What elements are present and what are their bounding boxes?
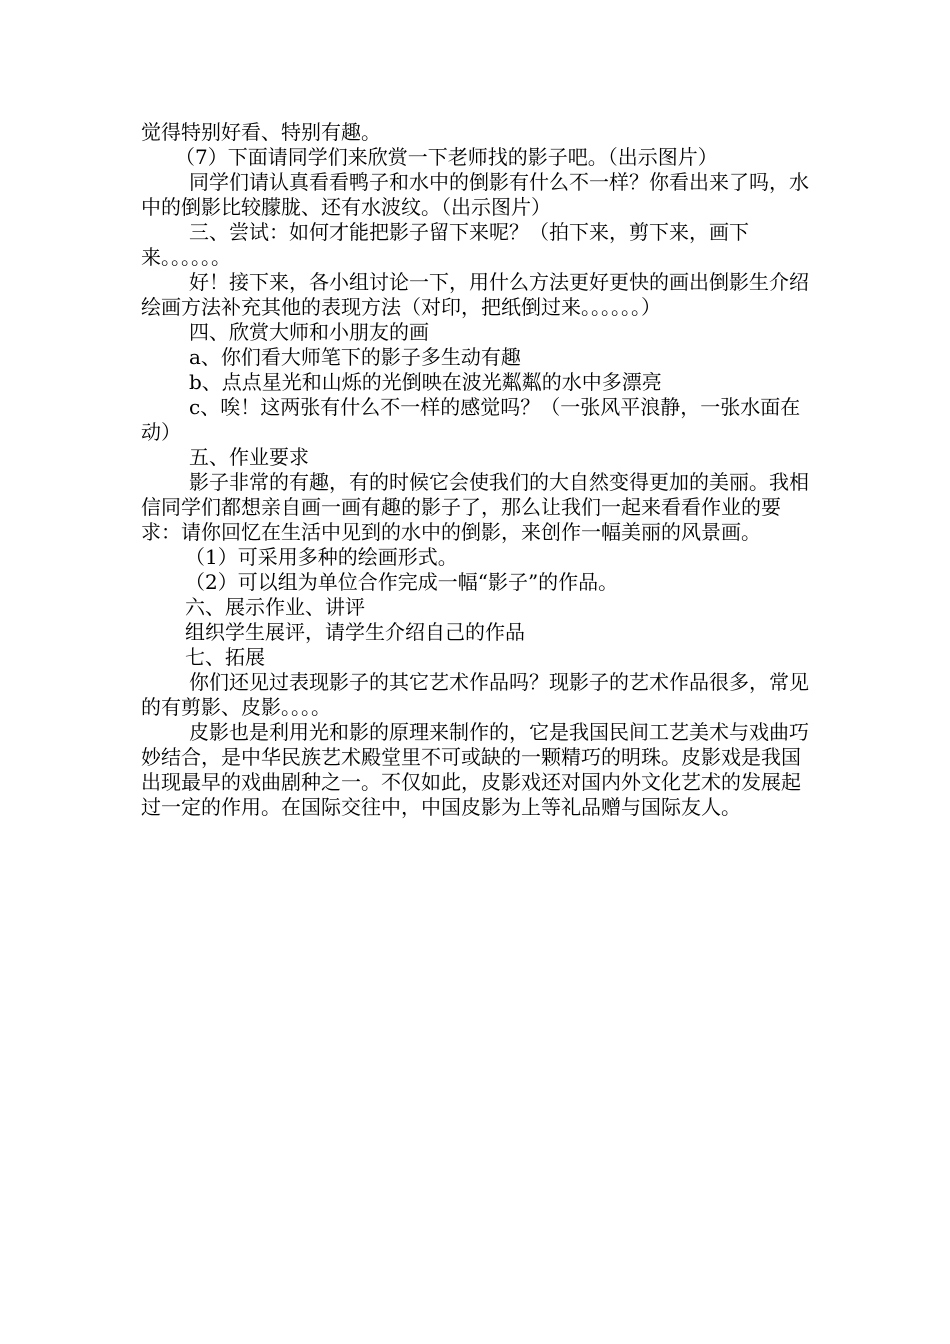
paragraph-8: b、点点星光和山烁的光倒映在波光粼粼的水中多漂亮 (189, 370, 662, 394)
paragraph-16: 七、拓展 (185, 645, 265, 669)
paragraph-12: （1）可采用多种的绘画形式。 (185, 545, 458, 569)
paragraph-13: （2）可以组为单位合作完成一幅“影子”的作品。 (185, 570, 619, 594)
paragraph-6: 四、欣赏大师和小朋友的画 (189, 320, 429, 344)
paragraph-10: 五、作业要求 (189, 445, 309, 469)
paragraph-5: 好！接下来，各小组讨论一下，用什么方法更好更快的画出倒影生介绍绘画方法补充其他的表现方法（对印，把纸倒过来。。。。。。） (141, 270, 809, 319)
paragraph-4: 三、尝试：如何才能把影子留下来呢？（拍下来，剪下来，画下来。。。。。。 (141, 220, 749, 269)
paragraph-15: 组织学生展评，请学生介绍自己的作品 (185, 620, 525, 644)
paragraph-9: c、唉！这两张有什么不一样的感觉吗？（一张风平浪静，一张水面在动） (141, 395, 801, 444)
paragraph-14: 六、展示作业、讲评 (185, 595, 365, 619)
paragraph-2: （7）下面请同学们来欣赏一下老师找的影子吧。（出示图片） (175, 145, 718, 169)
paragraph-7: a、你们看大师笔下的影子多生动有趣 (189, 345, 521, 369)
paragraph-17: 你们还见过表现影子的其它艺术作品吗？现影子的艺术作品很多，常见的有剪影、皮影。。。。 (141, 670, 809, 719)
paragraph-1: 觉得特别好看、特别有趣。 (141, 120, 381, 144)
document-body (141, 120, 811, 820)
paragraph-11: 影子非常的有趣，有的时候它会使我们的大自然变得更加的美丽。我相信同学们都想亲自画一画有趣的影子了，那么让我们一起来看看作业的要求：请你回忆在生活中见到的水中的倒影，来创作一幅美丽的风景画。 (141, 470, 809, 544)
paragraph-3: 同学们请认真看看鸭子和水中的倒影有什么不一样？你看出来了吗，水中的倒影比较朦胧、还有水波纹。（出示图片） (141, 170, 809, 219)
paragraph-18: 皮影也是利用光和影的原理来制作的，它是我国民间工艺美术与戏曲巧妙结合，是中华民族艺术殿堂里不可或缺的一颗精巧的明珠。皮影戏是我国出现最早的戏曲剧种之一。不仅如此，皮影戏还对国内外文化艺术的发展起过一定的作用。在国际交往中，中国皮影为上等礼品赠与国际友人。 (141, 720, 809, 819)
